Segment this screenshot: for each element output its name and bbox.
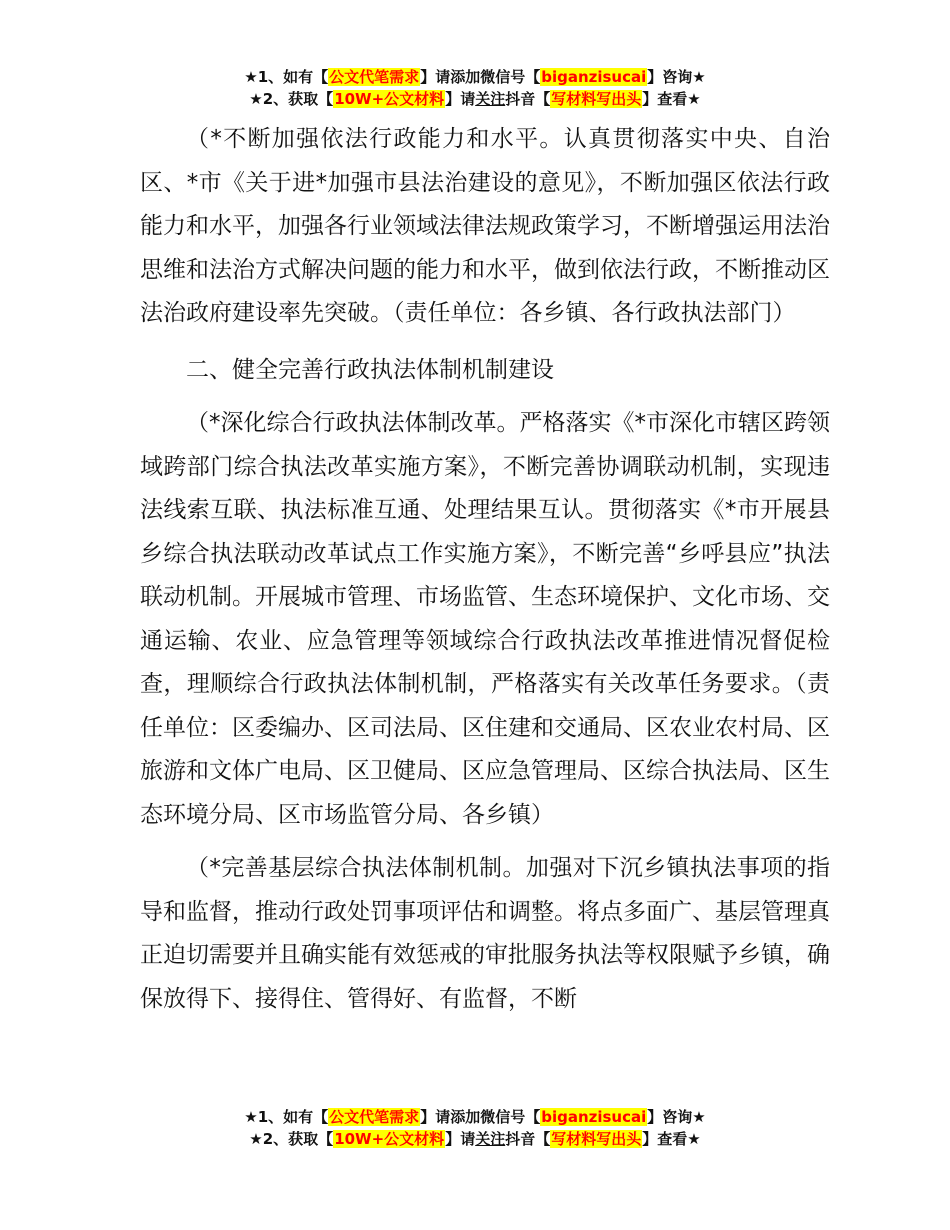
highlight-ghostwriting: 公文代笔需求 <box>329 68 420 86</box>
paragraph-3: （*完善基层综合执法体制机制。加强对下沉乡镇执法事项的指导和监督，推动行政处罚事项评估和调整。将点多面广、基层管理真正迫切需要并且确实能有效惩戒的审批服务执法等权限赋予乡镇，确保放得下、接得住、管得好、有监督，不断 <box>140 855 830 1012</box>
highlight-materials: 10W+公文材料 <box>334 1130 445 1148</box>
highlight-materials: 10W+公文材料 <box>334 90 445 108</box>
banner-line-1: ★1、如有【公文代笔需求】请添加微信号【biganzisucai】咨询★ <box>244 68 706 86</box>
banner-line-2: ★2、获取【10W+公文材料】请关注抖音【写材料写出头】查看★ <box>249 1130 701 1148</box>
section-heading-2: 二、健全完善行政执法体制机制建设 <box>186 356 554 383</box>
highlight-douyin-account: 写材料写出头 <box>551 90 642 108</box>
banner-line-1: ★1、如有【公文代笔需求】请添加微信号【biganzisucai】咨询★ <box>244 1108 706 1126</box>
banner-line-2: ★2、获取【10W+公文材料】请关注抖音【写材料写出头】查看★ <box>249 90 701 108</box>
footer-banner <box>0 1106 950 1150</box>
paragraph-1: （*不断加强依法行政能力和水平。认真贯彻落实中央、自治区、*市《关于进*加强市县法治建设的意见》，不断加强区依法行政能力和水平，加强各行业领域法律法规政策学习，不断增强运用法治思维和法治方式解决问题的能力和水平，做到依法行政，不断推动区法治政府建设率先突破。（责任单位：各乡镇、各行政执法部门） <box>140 126 830 326</box>
underlined-follow: 关注 <box>475 1130 506 1148</box>
document-body <box>140 118 830 1021</box>
highlight-ghostwriting: 公文代笔需求 <box>329 1108 420 1126</box>
paragraph-2: （*深化综合行政执法体制改革。严格落实《*市深化市辖区跨领域跨部门综合执法改革实施方案》，不断完善协调联动机制，实现违法线索互联、执法标准互通、处理结果互认。贯彻落实《*市开展县乡综合执法联动改革试点工作实施方案》，不断完善“乡呼县应”执法联动机制。开展城市管理、市场监管、生态环境保护、文化市场、交通运输、农业、应急管理等领域综合行政执法改革推进情况督促检查，理顺综合行政执法体制机制，严格落实有关改革任务要求。（责任单位：区委编办、区司法局、区住建和交通局、区农业农村局、区旅游和文体广电局、区卫健局、区应急管理局、区综合执法局、区生态环境分局、区市场监管分局、各乡镇） <box>140 410 830 828</box>
underlined-follow: 关注 <box>475 90 506 108</box>
highlight-douyin-account: 写材料写出头 <box>551 1130 642 1148</box>
highlight-wechat-id: biganzisucai <box>541 68 647 86</box>
highlight-wechat-id: biganzisucai <box>541 1108 647 1126</box>
header-banner <box>0 66 950 110</box>
